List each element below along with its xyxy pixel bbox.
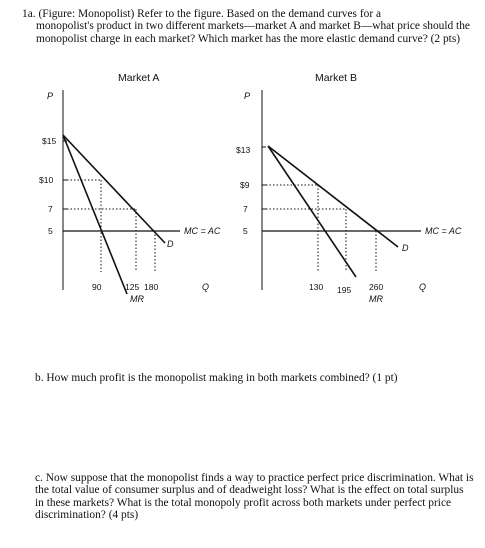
market-a-mr-curve bbox=[63, 135, 127, 294]
market-a-demand-curve bbox=[63, 135, 165, 243]
market-b-price-13: $13 bbox=[236, 145, 251, 155]
market-b-price-5: 5 bbox=[243, 226, 248, 236]
market-b-price-axis-label: P bbox=[244, 91, 251, 101]
market-a-price-15: $15 bbox=[42, 136, 57, 146]
market-b-mc-ac-label: MC = AC bbox=[425, 226, 462, 236]
market-b-q-130: 130 bbox=[309, 282, 324, 292]
market-a-mc-ac-label: MC = AC bbox=[184, 226, 221, 236]
market-b-quantity-axis-label: Q bbox=[419, 282, 427, 292]
market-b-chart bbox=[236, 90, 462, 304]
market-a-title: Market A bbox=[118, 72, 160, 84]
question-c: c. Now suppose that the monopolist finds a way to practice perfect price discrimination. What is the total value of consumer surplus and of deadweight loss? What is the effect on total surplus in these markets? What is the total monopoly profit across both markets under perfect price discrimination? (4 pts) bbox=[35, 472, 474, 522]
market-a-price-5: 5 bbox=[48, 226, 53, 236]
market-a-price-axis-label: P bbox=[47, 91, 54, 101]
market-b-mr-label: MR bbox=[369, 294, 383, 304]
question-1a-body: monopolist's product in two different markets—market A and market B—what price should the monopolist charge in each market? Which market has the more elastic demand curve? (2 pts) bbox=[36, 20, 470, 45]
market-b-demand-curve bbox=[268, 146, 398, 247]
market-b-demand-label: D bbox=[402, 243, 409, 253]
question-b: b. How much profit is the monopolist making in both markets combined? (1 pt) bbox=[35, 372, 398, 384]
market-a-price-7: 7 bbox=[48, 204, 53, 214]
market-a-q-90: 90 bbox=[92, 282, 102, 292]
market-a-demand-label: D bbox=[167, 239, 174, 249]
market-b-title: Market B bbox=[315, 72, 358, 84]
market-b-price-9: $9 bbox=[240, 180, 250, 190]
market-a-mr-label: MR bbox=[130, 294, 144, 304]
market-b-q-260: 260 bbox=[369, 282, 384, 292]
market-b-q-195: 195 bbox=[337, 285, 352, 295]
market-b-price-7: 7 bbox=[243, 204, 248, 214]
market-a-quantity-axis-label: Q bbox=[202, 282, 210, 292]
market-a-chart bbox=[39, 90, 221, 304]
market-a-price-10: $10 bbox=[39, 175, 54, 185]
market-a-q-180: 180 bbox=[144, 282, 159, 292]
question-1a-first-line: 1a. (Figure: Monopolist) Refer to the figure. Based on the demand curves for a bbox=[22, 8, 382, 20]
market-a-q-125: 125 bbox=[125, 282, 140, 292]
market-b-mr-curve bbox=[268, 146, 356, 277]
